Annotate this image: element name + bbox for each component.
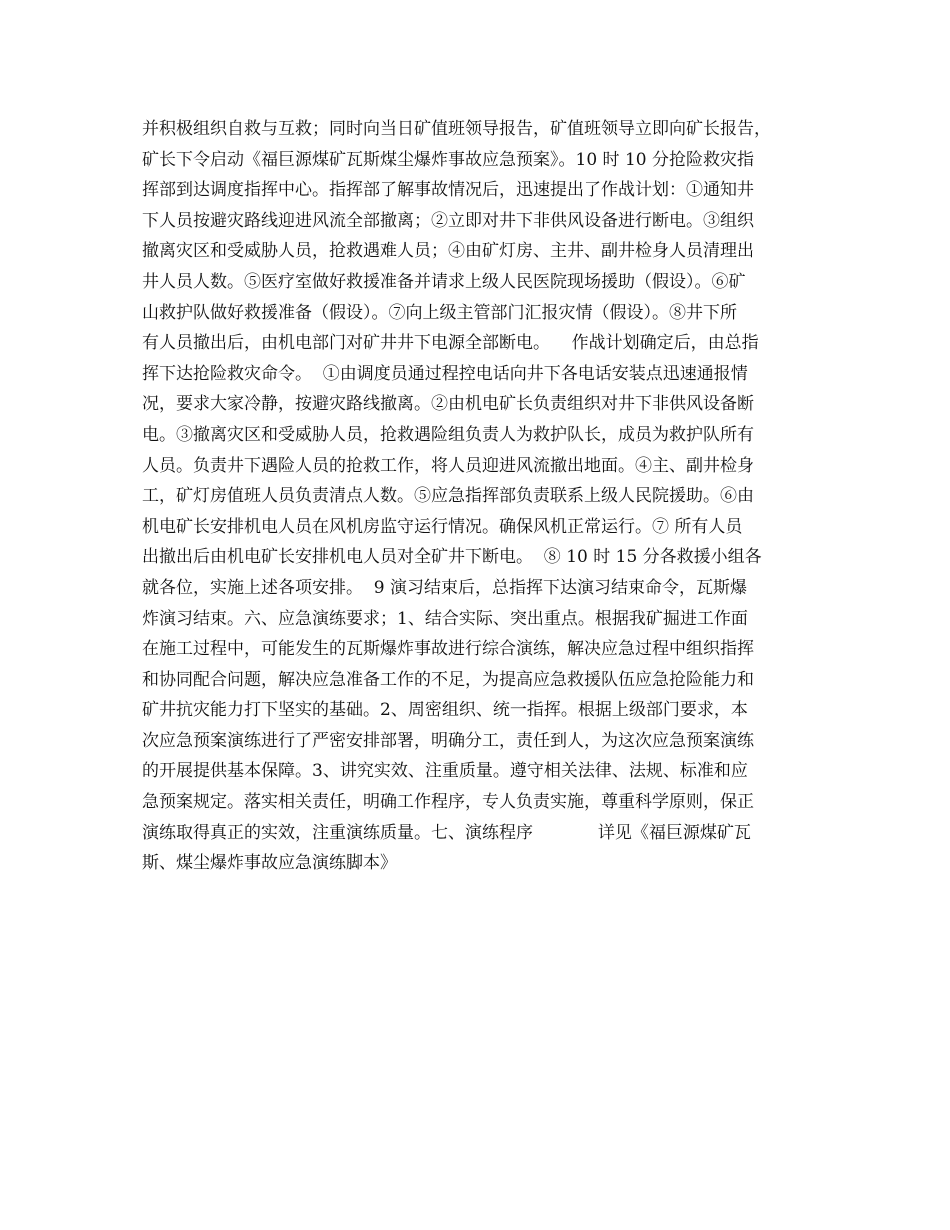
body-text: [142, 114, 822, 879]
text-line-13: 工，矿灯房值班人员负责清点人数。⑤应急指挥部负责联系上级人民院援助。⑥由: [142, 486, 754, 507]
text-line-21: 次应急预案演练进行了严密安排部署，明确分工，责任到人，为这次应急预案演练: [142, 730, 754, 751]
text-line-20: 矿井抗灾能力打下坚实的基础。2、周密组织、统一指挥。根据上级部门要求，本: [142, 700, 748, 721]
text-line-25: 斯、煤尘爆炸事故应急演练脚本》: [142, 853, 397, 874]
text-line-8: 有人员撤出后，由机电部门对矿井井下电源全部断电。 作战计划确定后，由总指: [142, 333, 759, 354]
text-line-17: 炸演习结束。六、应急演练要求；1、结合实际、突出重点。根据我矿掘进工作面: [142, 608, 748, 629]
text-line-7: 山救护队做好救援准备（假设）。⑦向上级主管部门汇报灾情（假设）。⑧井下所: [142, 302, 737, 323]
text-line-5: 撤离灾区和受威胁人员，抢救遇难人员；④由矿灯房、主井、副井检身人员清理出: [142, 241, 754, 262]
text-line-22: 的开展提供基本保障。3、讲究实效、注重质量。遵守相关法律、法规、标准和应: [142, 761, 748, 782]
text-line-11: 电。③撤离灾区和受威胁人员，抢救遇险组负责人为救护队长，成员为救护队所有: [142, 424, 754, 445]
text-line-6: 井人员人数。⑤医疗室做好救援准备并请求上级人民医院现场援助（假设）。⑥矿: [142, 271, 746, 292]
text-line-4: 下人员按避灾路线迎进风流全部撤离；②立即对井下非供风设备进行断电。③组织: [142, 210, 754, 231]
text-line-14: 机电矿长安排机电人员在风机房监守运行情况。确保风机正常运行。⑦ 所有人员: [142, 516, 743, 537]
text-line-18: 在施工过程中，可能发生的瓦斯爆炸事故进行综合演练，解决应急过程中组织指挥: [142, 639, 754, 660]
text-line-12: 人员。负责井下遇险人员的抢救工作，将人员迎进风流撤出地面。④主、副井检身: [142, 455, 754, 476]
text-line-1: 并积极组织自救与互救；同时向当日矿值班领导报告，矿值班领导立即向矿长报告，: [142, 119, 771, 139]
text-line-16: 就各位，实施上述各项安排。 9 演习结束后，总指挥下达演习结束命令，瓦斯爆: [142, 577, 748, 598]
text-line-3: 挥部到达调度指挥中心。指挥部了解事故情况后，迅速提出了作战计划：①通知井: [142, 180, 754, 201]
text-line-9: 挥下达抢险救灾命令。 ①由调度员通过程控电话向井下各电话安装点迅速通报情: [142, 363, 748, 384]
text-line-23: 急预案规定。落实相关责任，明确工作程序，专人负责实施，尊重科学原则，保正: [142, 792, 754, 813]
text-line-2: 矿长下令启动《福巨源煤矿瓦斯煤尘爆炸事故应急预案》。10 时 10 分抢险救灾指: [142, 149, 754, 170]
text-line-15: 出撤出后由机电矿长安排机电人员对全矿井下断电。 ⑧ 10 时 15 分各救援小组各: [142, 547, 762, 568]
text-line-19: 和协同配合问题，解决应急准备工作的不足，为提高应急救援队伍应急抢险能力和: [142, 669, 754, 690]
text-line-10: 况，要求大家冷静，按避灾路线撤离。②由机电矿长负责组织对井下非供风设备断: [142, 394, 754, 415]
text-line-24: 演练取得真正的实效，注重演练质量。七、演练程序 详见《福巨源煤矿瓦: [142, 822, 751, 843]
